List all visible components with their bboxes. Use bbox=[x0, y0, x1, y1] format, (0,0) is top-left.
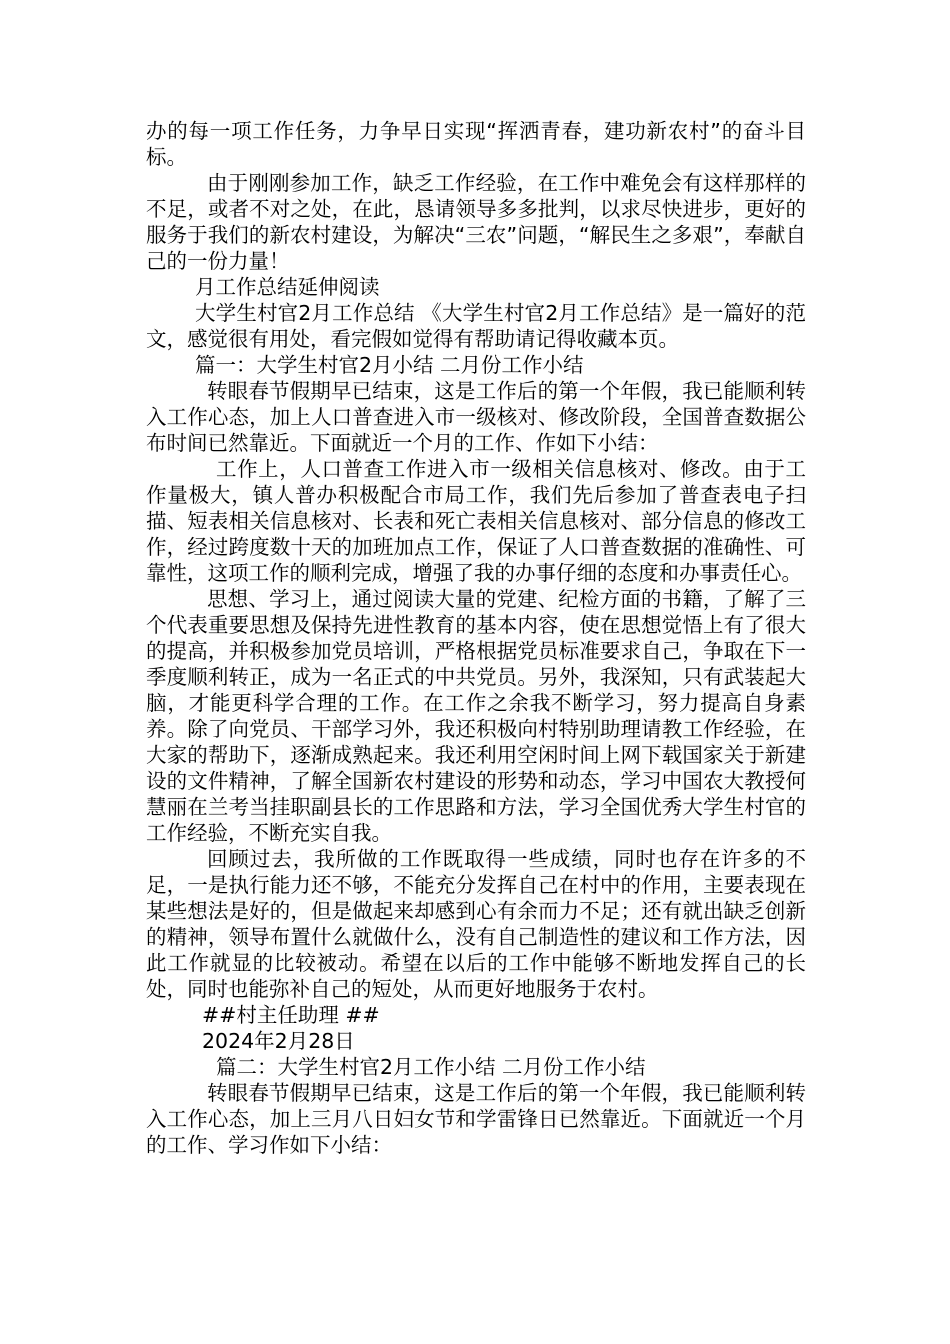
signature-title: ##村主任助理 ## bbox=[202, 1003, 380, 1027]
paragraph-continuation: 办的每一项工作任务，力争早日实现“挥洒青春，建功新农村”的奋斗目标。 bbox=[146, 119, 806, 169]
section-heading-part-one: 篇一：大学生村官2月小结 二月份工作小结 bbox=[195, 353, 584, 377]
signature-date: 2024年2月28日 bbox=[202, 1029, 355, 1053]
paragraph-part-two-opening: 转眼春节假期早已结束，这是工作后的第一个年假，我已能顺利转入工作心态，加上三月八日妇女节和学雷锋日已然靠近。下面就近一个月的工作、学习作如下小结： bbox=[146, 1081, 806, 1157]
document-page bbox=[146, 118, 806, 1158]
section-heading-part-two: 篇二：大学生村官2月工作小结 二月份工作小结 bbox=[216, 1055, 646, 1079]
paragraph-part-one-opening: 转眼春节假期早已结束，这是工作后的第一个年假，我已能顺利转入工作心态，加上人口普查进入市一级核对、修改阶段，全国普查数据公布时间已然靠近。下面就近一个月的工作、作如下小结： bbox=[146, 379, 806, 455]
paragraph-review: 回顾过去，我所做的工作既取得一些成绩，同时也存在许多的不足，一是执行能力还不够，不能充分发挥自己在村中的作用，主要表现在某些想法是好的，但是做起来却感到心有余而力不足；还有就出缺乏创新的精神，领导布置什么就做什么，没有自己制造性的建议和工作方法，因此工作就显的比较被动。希望在以后的工作中能够不断地发挥自己的长处，同时也能弥补自己的短处，从而更好地服务于农村。 bbox=[146, 847, 806, 1001]
paragraph-apology: 由于刚刚参加工作，缺乏工作经验，在工作中难免会有这样那样的不足，或者不对之处，在此，恳请领导多多批判，以求尽快进步，更好的服务于我们的新农村建设，为解决“三农”问题，“解民生之多艰”，奉献自己的一份力量！ bbox=[146, 171, 806, 273]
paragraph-study: 思想、学习上，通过阅读大量的党建、纪检方面的书籍，了解了三个代表重要思想及保持先进性教育的基本内容，使在思想觉悟上有了很大的提高，并积极参加党员培训，严格根据党员标准要求自己，争取在下一季度顺利转正，成为一名正式的中共党员。另外，我深知，只有武装起大脑，才能更科学合理的工作。在工作之余我不断学习，努力提高自身素养。除了向党员、干部学习外，我还积极向村特别助理请教工作经验，在大家的帮助下，逐渐成熟起来。我还利用空闲时间上网下载国家关于新建设的文件精神，了解全国新农村建设的形势和动态，学习中国农大教授何慧丽在兰考当挂职副县长的工作思路和方法，学习全国优秀大学生村官的工作经验，不断充实自我。 bbox=[146, 587, 806, 845]
section-heading-extended-reading: 月工作总结延伸阅读 bbox=[195, 275, 380, 299]
paragraph-work: 工作上，人口普查工作进入市一级相关信息核对、修改。由于工作量极大，镇人普办积极配合市局工作，我们先后参加了普查表电子扫描、短表相关信息核对、长表和死亡表相关信息核对、部分信息的修改工作，经过跨度数十天的加班加点工作，保证了人口普查数据的准确性、可靠性，这项工作的顺利完成，增强了我的办事仔细的态度和办事责任心。 bbox=[146, 457, 806, 585]
paragraph-intro: 大学生村官2月工作总结 《大学生村官2月工作总结》是一篇好的范文，感觉很有用处，看完假如觉得有帮助请记得收藏本页。 bbox=[146, 301, 806, 351]
